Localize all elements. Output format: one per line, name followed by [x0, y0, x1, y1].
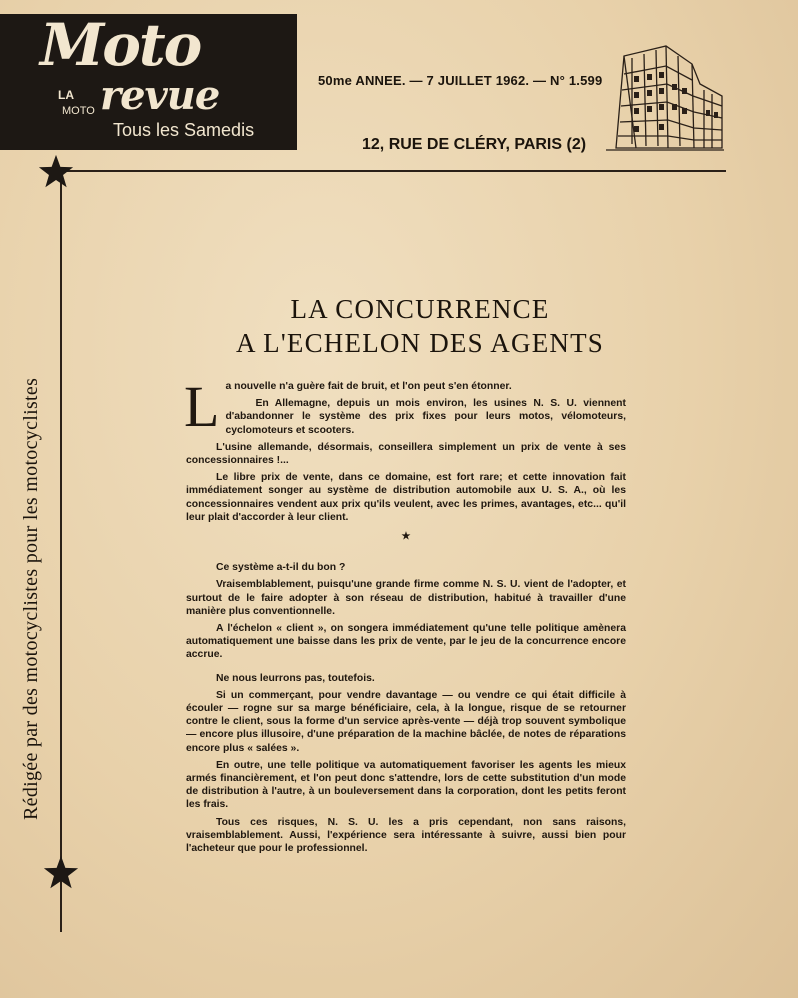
edition-line: 50me ANNEE. — 7 JUILLET 1962. — N° 1.599: [318, 73, 603, 88]
star-ornament-icon: [42, 854, 80, 892]
paragraph-text: a nouvelle n'a guère fait de bruit, et l'on peut s'en étonner.: [225, 381, 512, 392]
section-separator: ★: [401, 531, 411, 543]
address-line: 12, RUE DE CLÉRY, PARIS (2): [362, 136, 587, 153]
drop-cap: L: [184, 374, 220, 439]
logo-moto: Moto: [40, 11, 201, 79]
logo-revue: revue: [100, 72, 220, 119]
article-paragraph: Ce système a-t-il du bon ?: [216, 562, 346, 574]
building-illustration-icon: [604, 44, 726, 156]
article-paragraph: Tous ces risques, N. S. U. les a pris cependant, non sans raisons, vraisemblablement. Aussi, l'expérience sera intéressante à suivre, aussi bien pour l'acheteur que pour le professionnel.: [186, 816, 626, 855]
article-paragraph: Le libre prix de vente, dans ce domaine, est fort rare; et cette innovation fait immédiatement songer au système de distribution automobile aux U. S. A., où les concessionnaires vendent aux prix qu'ils veulent, avec les primes, avantages, etc... qu'il leur plait d'accorder à leur client.: [186, 472, 626, 523]
header-rule: [54, 170, 726, 172]
sidebar-rule: [60, 172, 62, 932]
logo-la: LA: [58, 88, 74, 102]
masthead-logo-block: [0, 11, 297, 150]
article-paragraph: En Allemagne, depuis un mois environ, les usines N. S. U. viennent d'abandonner le système des prix fixes pour leurs motos, vélomoteurs, cyclomoteurs et scooters.: [225, 398, 626, 436]
star-ornament-icon: [37, 153, 75, 191]
article-paragraph: L'usine allemande, désormais, conseillera simplement un prix de vente à ses concessionnaires !...: [186, 441, 626, 467]
headline-line-1: LA CONCURRENCE: [290, 294, 550, 324]
article-body: [184, 374, 626, 859]
article-paragraph: Vraisemblablement, puisqu'une grande firme comme N. S. U. vient de l'adopter, et surtout de le faire adopter à son réseau de distribution, habitué à travailler d'une manière plus conventionnelle.: [186, 579, 626, 617]
article-headline: [160, 293, 680, 361]
sidebar-vertical-tagline: Rédigée par des motocyclistes pour les motocyclistes: [20, 377, 42, 820]
article-paragraph: A l'échelon « client », on songera immédiatement qu'une telle politique amènera automatiquement une baisse dans les prix de vente, par le jeu de la concurrence encore accrue.: [186, 623, 626, 661]
logo-moto-small: MOTO: [62, 105, 95, 117]
headline-line-2: A L'ECHELON DES AGENTS: [235, 327, 604, 358]
masthead-tagline: Tous les Samedis: [113, 120, 255, 140]
article-paragraph: En outre, une telle politique va automatiquement favoriser les agents les mieux armés financièrement, et l'on peut donc s'attendre, lors de cette substitution d'un mode de distribution à l'autre, à un bouleversement dans la corporation, dont les petits feront les frais.: [186, 759, 626, 811]
article-paragraph: Si un commerçant, pour vendre davantage — ou vendre ce qui était difficile à écouler — rogne sur sa marge bénéficiaire, cela, à la longue, risque de se retourner contre le client, sous la forme d'un service après-vente — déjà trop souvent symbolique — encore plus illusoire, d'une préparation de la machine bâclée, de notes de réparations encore plus « salées ».: [186, 689, 626, 754]
article-paragraph: Ne nous leurrons pas, toutefois.: [216, 672, 375, 684]
